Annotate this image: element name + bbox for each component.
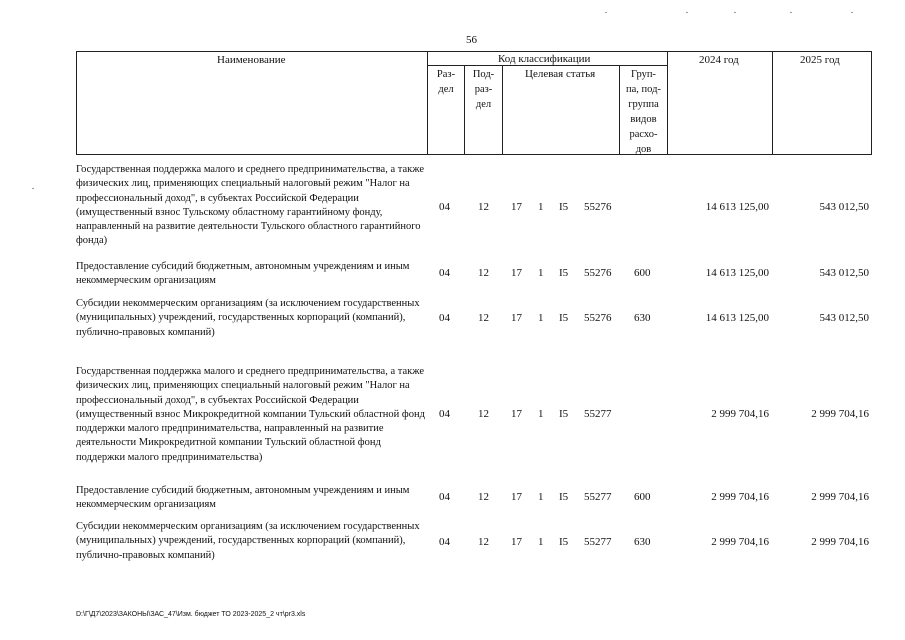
header-year-2025-cell <box>772 51 872 155</box>
row-cs4: 55277 <box>584 491 612 503</box>
row-name: Субсидии некоммерческим организациям (за исключением государственных (муниципальных) учреждений, государственных корпораций (компаний), публично-правовых компаний) <box>76 521 420 561</box>
row-cs4: 55277 <box>584 536 612 548</box>
header-target-article-cell <box>502 65 620 155</box>
row-podrazdel: 12 <box>478 536 489 548</box>
row-2025: 543 012,50 <box>819 201 869 213</box>
row-2024: 14 613 125,00 <box>705 312 769 324</box>
row-cs2: 1 <box>538 408 544 420</box>
row-cs3: I5 <box>559 536 569 548</box>
row-cs4: 55277 <box>584 408 612 420</box>
header-section-cell <box>427 65 465 155</box>
row-cs1: 17 <box>511 408 522 420</box>
header-group: Груп- па, под- группа видов расхо- дов <box>626 69 661 155</box>
row-name: Субсидии некоммерческим организациям (за исключением государственных (муниципальных) учреждений, государственных корпораций (компаний), публично-правовых компаний) <box>76 298 420 338</box>
row-cs1: 17 <box>511 201 522 213</box>
row-razdel: 04 <box>439 267 450 279</box>
scan-speck <box>686 12 688 13</box>
row-cs3: I5 <box>559 201 569 213</box>
row-podrazdel: 12 <box>478 491 489 503</box>
row-cs3: I5 <box>559 491 569 503</box>
row-cs2: 1 <box>538 267 544 279</box>
row-vr: 600 <box>634 267 651 279</box>
row-podrazdel: 12 <box>478 201 489 213</box>
row-podrazdel: 12 <box>478 312 489 324</box>
row-cs2: 1 <box>538 201 544 213</box>
row-name: Предоставление субсидий бюджетным, автономным учреждениям и иным некоммерческим организациям <box>76 485 410 511</box>
row-2024: 14 613 125,00 <box>705 267 769 279</box>
row-2025: 543 012,50 <box>819 267 869 279</box>
row-cs3: I5 <box>559 312 569 324</box>
row-podrazdel: 12 <box>478 267 489 279</box>
row-2024: 14 613 125,00 <box>705 201 769 213</box>
row-cs2: 1 <box>538 491 544 503</box>
row-cs4: 55276 <box>584 267 612 279</box>
row-name: Предоставление субсидий бюджетным, автономным учреждениям и иным некоммерческим организациям <box>76 261 410 287</box>
scan-speck <box>851 12 853 13</box>
footer-file-path: D:\Г\Д7\2023\ЗАКОНЫ\ЗАС_47\Изм. бюджет ТО 2023-2025_2 чт\pr3.xls <box>76 611 306 618</box>
row-vr: 630 <box>634 536 651 548</box>
row-razdel: 04 <box>439 491 450 503</box>
header-target-article: Целевая статья <box>525 68 596 80</box>
row-cs1: 17 <box>511 536 522 548</box>
row-2025: 2 999 704,16 <box>811 536 869 548</box>
header-year-2024: 2024 год <box>699 54 739 66</box>
header-section: Раз- дел <box>436 69 456 95</box>
row-cs3: I5 <box>559 267 569 279</box>
row-cs4: 55276 <box>584 312 612 324</box>
row-cs2: 1 <box>538 536 544 548</box>
scan-speck <box>734 12 736 13</box>
row-cs4: 55276 <box>584 201 612 213</box>
row-razdel: 04 <box>439 312 450 324</box>
row-2025: 2 999 704,16 <box>811 491 869 503</box>
row-razdel: 04 <box>439 201 450 213</box>
header-classification-cell <box>427 51 668 66</box>
scan-speck <box>605 12 607 13</box>
row-cs1: 17 <box>511 491 522 503</box>
row-name: Государственная поддержка малого и среднего предпринимательства, а также физических лиц, применяющих специальный налоговый режим "Налог на профессиональный доход", в субъектах Российской Федерации (имущественный взнос Микрокредитной компании Тульский областной фонд поддержки малого предпринимательства, направленный на развитие деятельности Микрокредитной компании Тульский областной фонд поддержки малого предпринимательства) <box>76 366 425 463</box>
scan-speck <box>790 12 792 13</box>
row-cs2: 1 <box>538 312 544 324</box>
row-2024: 2 999 704,16 <box>711 408 769 420</box>
header-subsection-cell <box>464 65 503 155</box>
row-vr: 600 <box>634 491 651 503</box>
header-group-cell <box>619 65 668 155</box>
page-number: 56 <box>466 34 477 46</box>
row-cs1: 17 <box>511 312 522 324</box>
row-razdel: 04 <box>439 408 450 420</box>
header-subsection: Под- раз- дел <box>472 69 495 110</box>
row-2024: 2 999 704,16 <box>711 491 769 503</box>
row-cs3: I5 <box>559 408 569 420</box>
header-classification: Код классификации <box>498 53 591 65</box>
row-podrazdel: 12 <box>478 408 489 420</box>
header-year-2024-cell <box>667 51 773 155</box>
row-razdel: 04 <box>439 536 450 548</box>
row-name: Государственная поддержка малого и среднего предпринимательства, а также физических лиц, применяющих специальный налоговый режим "Налог на профессиональный доход", в субъектах Российской Федерации (имущественный взнос Тульскому областному гарантийному фонду, направленный на развитие деятельности Тульского областного гарантийного фонда) <box>76 164 424 247</box>
header-year-2025: 2025 год <box>800 54 840 66</box>
row-2024: 2 999 704,16 <box>711 536 769 548</box>
row-2025: 543 012,50 <box>819 312 869 324</box>
header-name: Наименование <box>217 54 286 66</box>
row-vr: 630 <box>634 312 651 324</box>
scan-speck <box>32 188 34 189</box>
row-cs1: 17 <box>511 267 522 279</box>
header-name-cell <box>76 51 428 155</box>
row-2025: 2 999 704,16 <box>811 408 869 420</box>
